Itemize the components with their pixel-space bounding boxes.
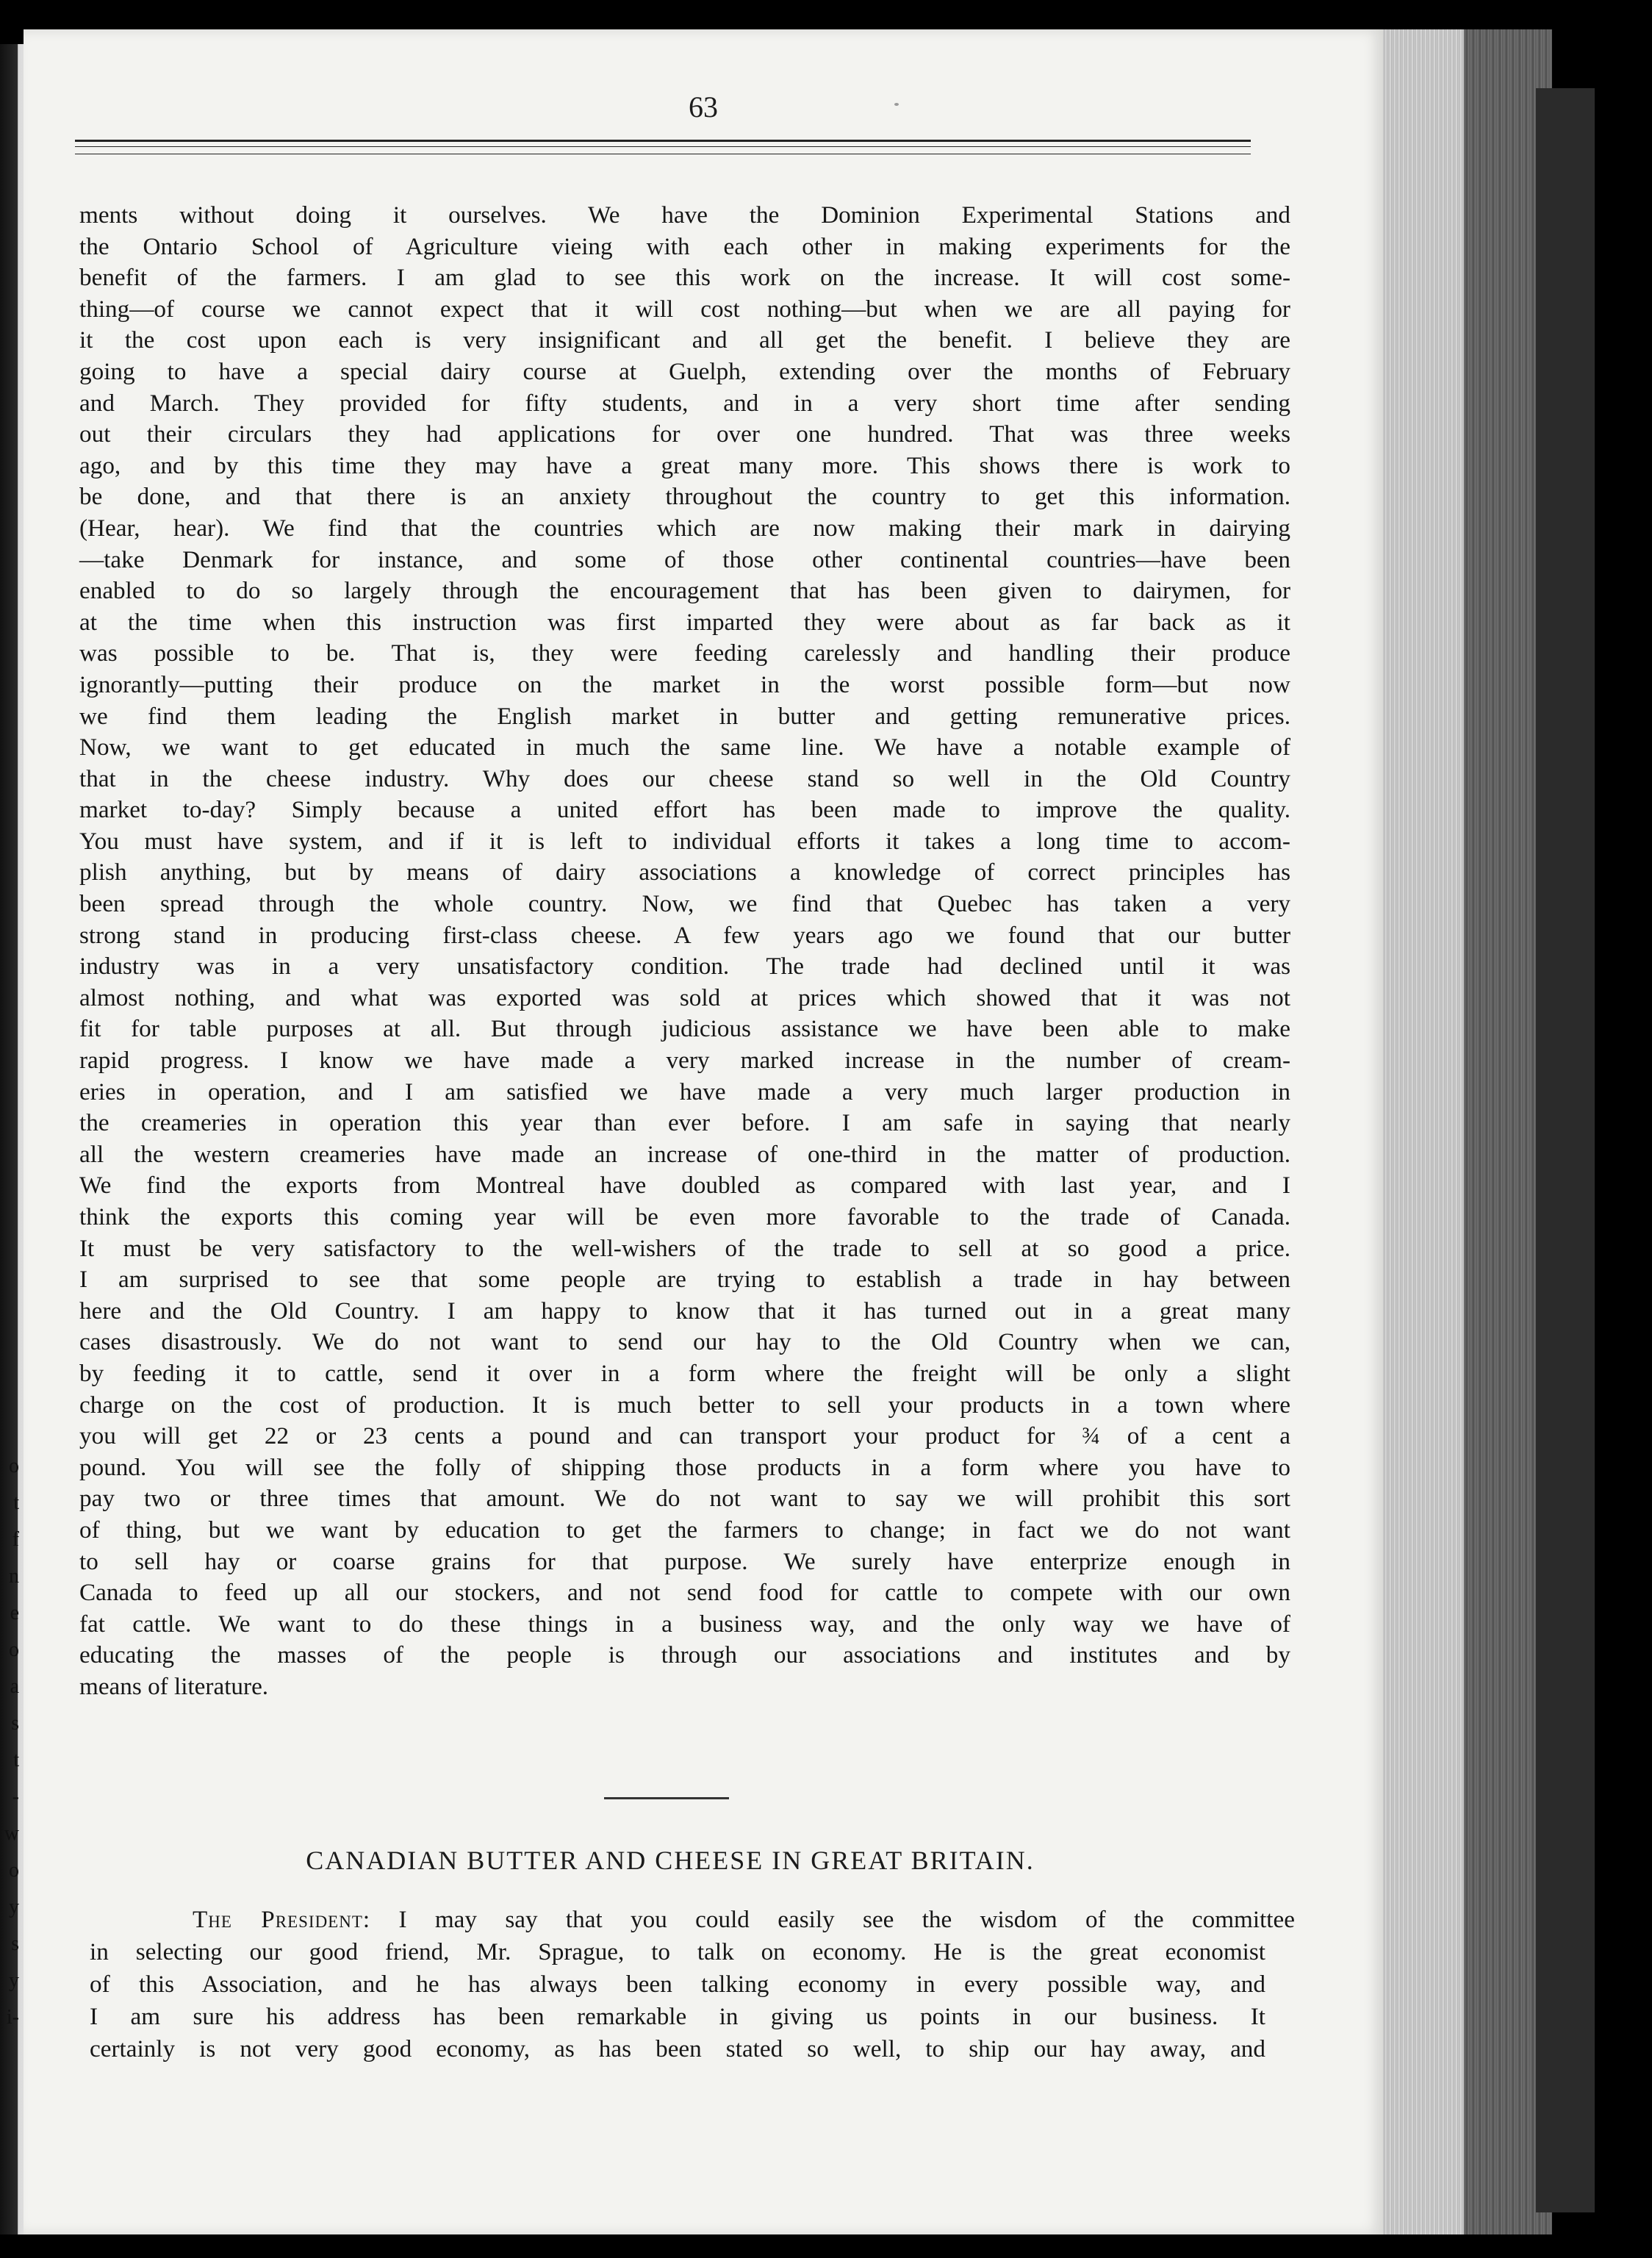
facing-page-letter: o <box>9 1859 19 1882</box>
text-line: by feeding it to cattle, send it over in a form where the freight will be only a slight <box>79 1359 1290 1387</box>
text-line: of thing, but we want by education to get the farmers to change; in fact we do not want <box>79 1516 1290 1544</box>
facing-page-letter: o <box>9 1638 19 1661</box>
paragraph-first-line-text: I may say that you could easily see the wisdom of the committee <box>398 1906 1295 1933</box>
facing-page-letter: o <box>9 1455 19 1477</box>
text-line: was possible to be. That is, they were feeding carelessly and handling their produce <box>79 639 1290 667</box>
text-line: pound. You will see the folly of shipping those products in a form where you have to <box>79 1453 1290 1481</box>
text-line: You must have system, and if it is left to individual efforts it takes a long time to accom- <box>79 827 1290 855</box>
text-line: ignorantly—putting their produce on the market in the worst possible form—but now <box>79 670 1290 698</box>
facing-page-letter: - <box>12 1785 19 1808</box>
text-line: at the time when this instruction was first imparted they were about as far back as it <box>79 608 1290 636</box>
text-line: be done, and that there is an anxiety throughout the country to get this information. <box>79 483 1290 511</box>
text-line: I am sure his address has been remarkable in giving us points in our business. It <box>90 2003 1265 2030</box>
text-line: It must be very satisfactory to the well-wishers of the trade to sell at so good a price. <box>79 1234 1290 1262</box>
text-line: in selecting our good friend, Mr. Sprague, to talk on economy. He is the great economist <box>90 1938 1265 1965</box>
text-line: going to have a special dairy course at Guelph, extending over the months of February <box>79 357 1290 385</box>
text-line: fat cattle. We want to do these things in a business way, and the only way we have of <box>79 1610 1290 1638</box>
text-line: of this Association, and he has always been talking economy in every possible way, and <box>90 1971 1265 1998</box>
facing-page-letter: t <box>13 1749 19 1771</box>
text-line: the Ontario School of Agriculture vieing with each other in making experiments for the <box>79 232 1290 260</box>
facing-page-letter: y <box>9 1896 19 1918</box>
text-line: that in the cheese industry. Why does our cheese stand so well in the Old Country <box>79 764 1290 792</box>
text-line: pay two or three times that amount. We do not want to say we will prohibit this sort <box>79 1485 1290 1513</box>
text-line: I am surprised to see that some people are trying to establish a trade in hay between <box>79 1266 1290 1294</box>
text-line: industry was in a very unsatisfactory condition. The trade had declined until it was <box>79 953 1290 981</box>
facing-page-letter: a <box>10 1675 19 1698</box>
text-line: (Hear, hear). We find that the countries which are now making their mark in dairying <box>79 514 1290 542</box>
text-line: you will get 22 or 23 cents a pound and can transport your product for ¾ of a cent a <box>79 1422 1290 1450</box>
section-divider <box>604 1797 729 1799</box>
text-line: we find them leading the English market in butter and getting remunerative prices. <box>79 702 1290 730</box>
text-line: Canada to feed up all our stockers, and not send food for cattle to compete with our own <box>79 1579 1290 1607</box>
text-line: out their circulars they had applications for over one hundred. That was three weeks <box>79 420 1290 448</box>
facing-page-letter: e <box>10 1602 19 1624</box>
facing-page-letter: f <box>12 1528 19 1551</box>
text-line: Now, we want to get educated in much the same line. We have a notable example of <box>79 734 1290 761</box>
book-cover-edge <box>1536 88 1595 2212</box>
text-line: fit for table purposes at all. But through judicious assistance we have been able to make <box>79 1015 1290 1043</box>
text-line: all the western creameries have made an increase of one-third in the matter of production. <box>79 1140 1290 1168</box>
section-title: CANADIAN BUTTER AND CHEESE IN GREAT BRITAIN. <box>306 1846 1035 1875</box>
text-line: to sell hay or coarse grains for that purpose. We surely have enterprize enough in <box>79 1547 1290 1575</box>
facing-page-letter: t <box>13 1491 19 1514</box>
text-line: means of literature. <box>79 1672 269 1700</box>
text-line: the creameries in operation this year than ever before. I am safe in saying that nearly <box>79 1109 1290 1137</box>
facing-page-letters <box>0 1448 19 2036</box>
text-line: plish anything, but by means of dairy associations a knowledge of correct principles has <box>79 859 1290 886</box>
text-line: certainly is not very good economy, as has been stated so well, to ship our hay away, and <box>90 2035 1265 2062</box>
text-line: cases disastrously. We do not want to send our hay to the Old Country when we can, <box>79 1328 1290 1356</box>
facing-page-letter: s <box>11 1712 19 1735</box>
text-line: been spread through the whole country. Now, we find that Quebec has taken a very <box>79 890 1290 918</box>
facing-page-letter: s <box>11 1932 19 1955</box>
book-page <box>24 29 1383 2234</box>
paragraph-first-line <box>193 1904 1295 1936</box>
text-line: ments without doing it ourselves. We have the Dominion Experimental Stations and <box>79 201 1290 229</box>
text-line: charge on the cost of production. It is much better to sell your products in a town where <box>79 1391 1290 1419</box>
header-rule <box>75 140 1251 154</box>
speaker-label: The President: <box>193 1906 371 1933</box>
text-line: ago, and by this time they may have a great many more. This shows there is work to <box>79 451 1290 479</box>
text-line: here and the Old Country. I am happy to know that it has turned out in a great many <box>79 1297 1290 1325</box>
text-line: We find the exports from Montreal have doubled as compared with last year, and I <box>79 1172 1290 1200</box>
president-paragraph <box>90 1904 1295 2065</box>
body-paragraph <box>79 200 1290 1703</box>
text-line: it the cost upon each is very insignificant and all get the benefit. I believe they are <box>79 326 1290 354</box>
text-line: enabled to do so largely through the encouragement that has been given to dairymen, for <box>79 577 1290 605</box>
facing-page-letter: n <box>9 1565 19 1588</box>
facing-page-letter: y <box>9 1969 19 1992</box>
text-line: rapid progress. I know we have made a very marked increase in the number of cream- <box>79 1047 1290 1075</box>
text-line: strong stand in producing first-class cheese. A few years ago we found that our butter <box>79 921 1290 949</box>
facing-page-letter: w <box>4 1822 19 1845</box>
text-line: think the exports this coming year will be even more favorable to the trade of Canada. <box>79 1203 1290 1230</box>
text-line: —take Denmark for instance, and some of those other continental countries—have been <box>79 545 1290 573</box>
text-line: almost nothing, and what was exported was sold at prices which showed that it was not <box>79 983 1290 1011</box>
page-stack-edge <box>1383 29 1464 2234</box>
text-line: eries in operation, and I am satisfied we have made a very much larger production in <box>79 1078 1290 1105</box>
text-line: market to-day? Simply because a united effort has been made to improve the quality. <box>79 796 1290 824</box>
text-line: benefit of the farmers. I am glad to see this work on the increase. It will cost some- <box>79 264 1290 292</box>
facing-page-letter: i- <box>6 2006 19 2029</box>
text-line: thing—of course we cannot expect that it will cost nothing—but when we are all paying for <box>79 295 1290 323</box>
text-line: and March. They provided for fifty students, and in a very short time after sending <box>79 389 1290 417</box>
page-number: 63 <box>689 90 718 123</box>
text-line: educating the masses of the people is through our associations and institutes and by <box>79 1641 1290 1669</box>
